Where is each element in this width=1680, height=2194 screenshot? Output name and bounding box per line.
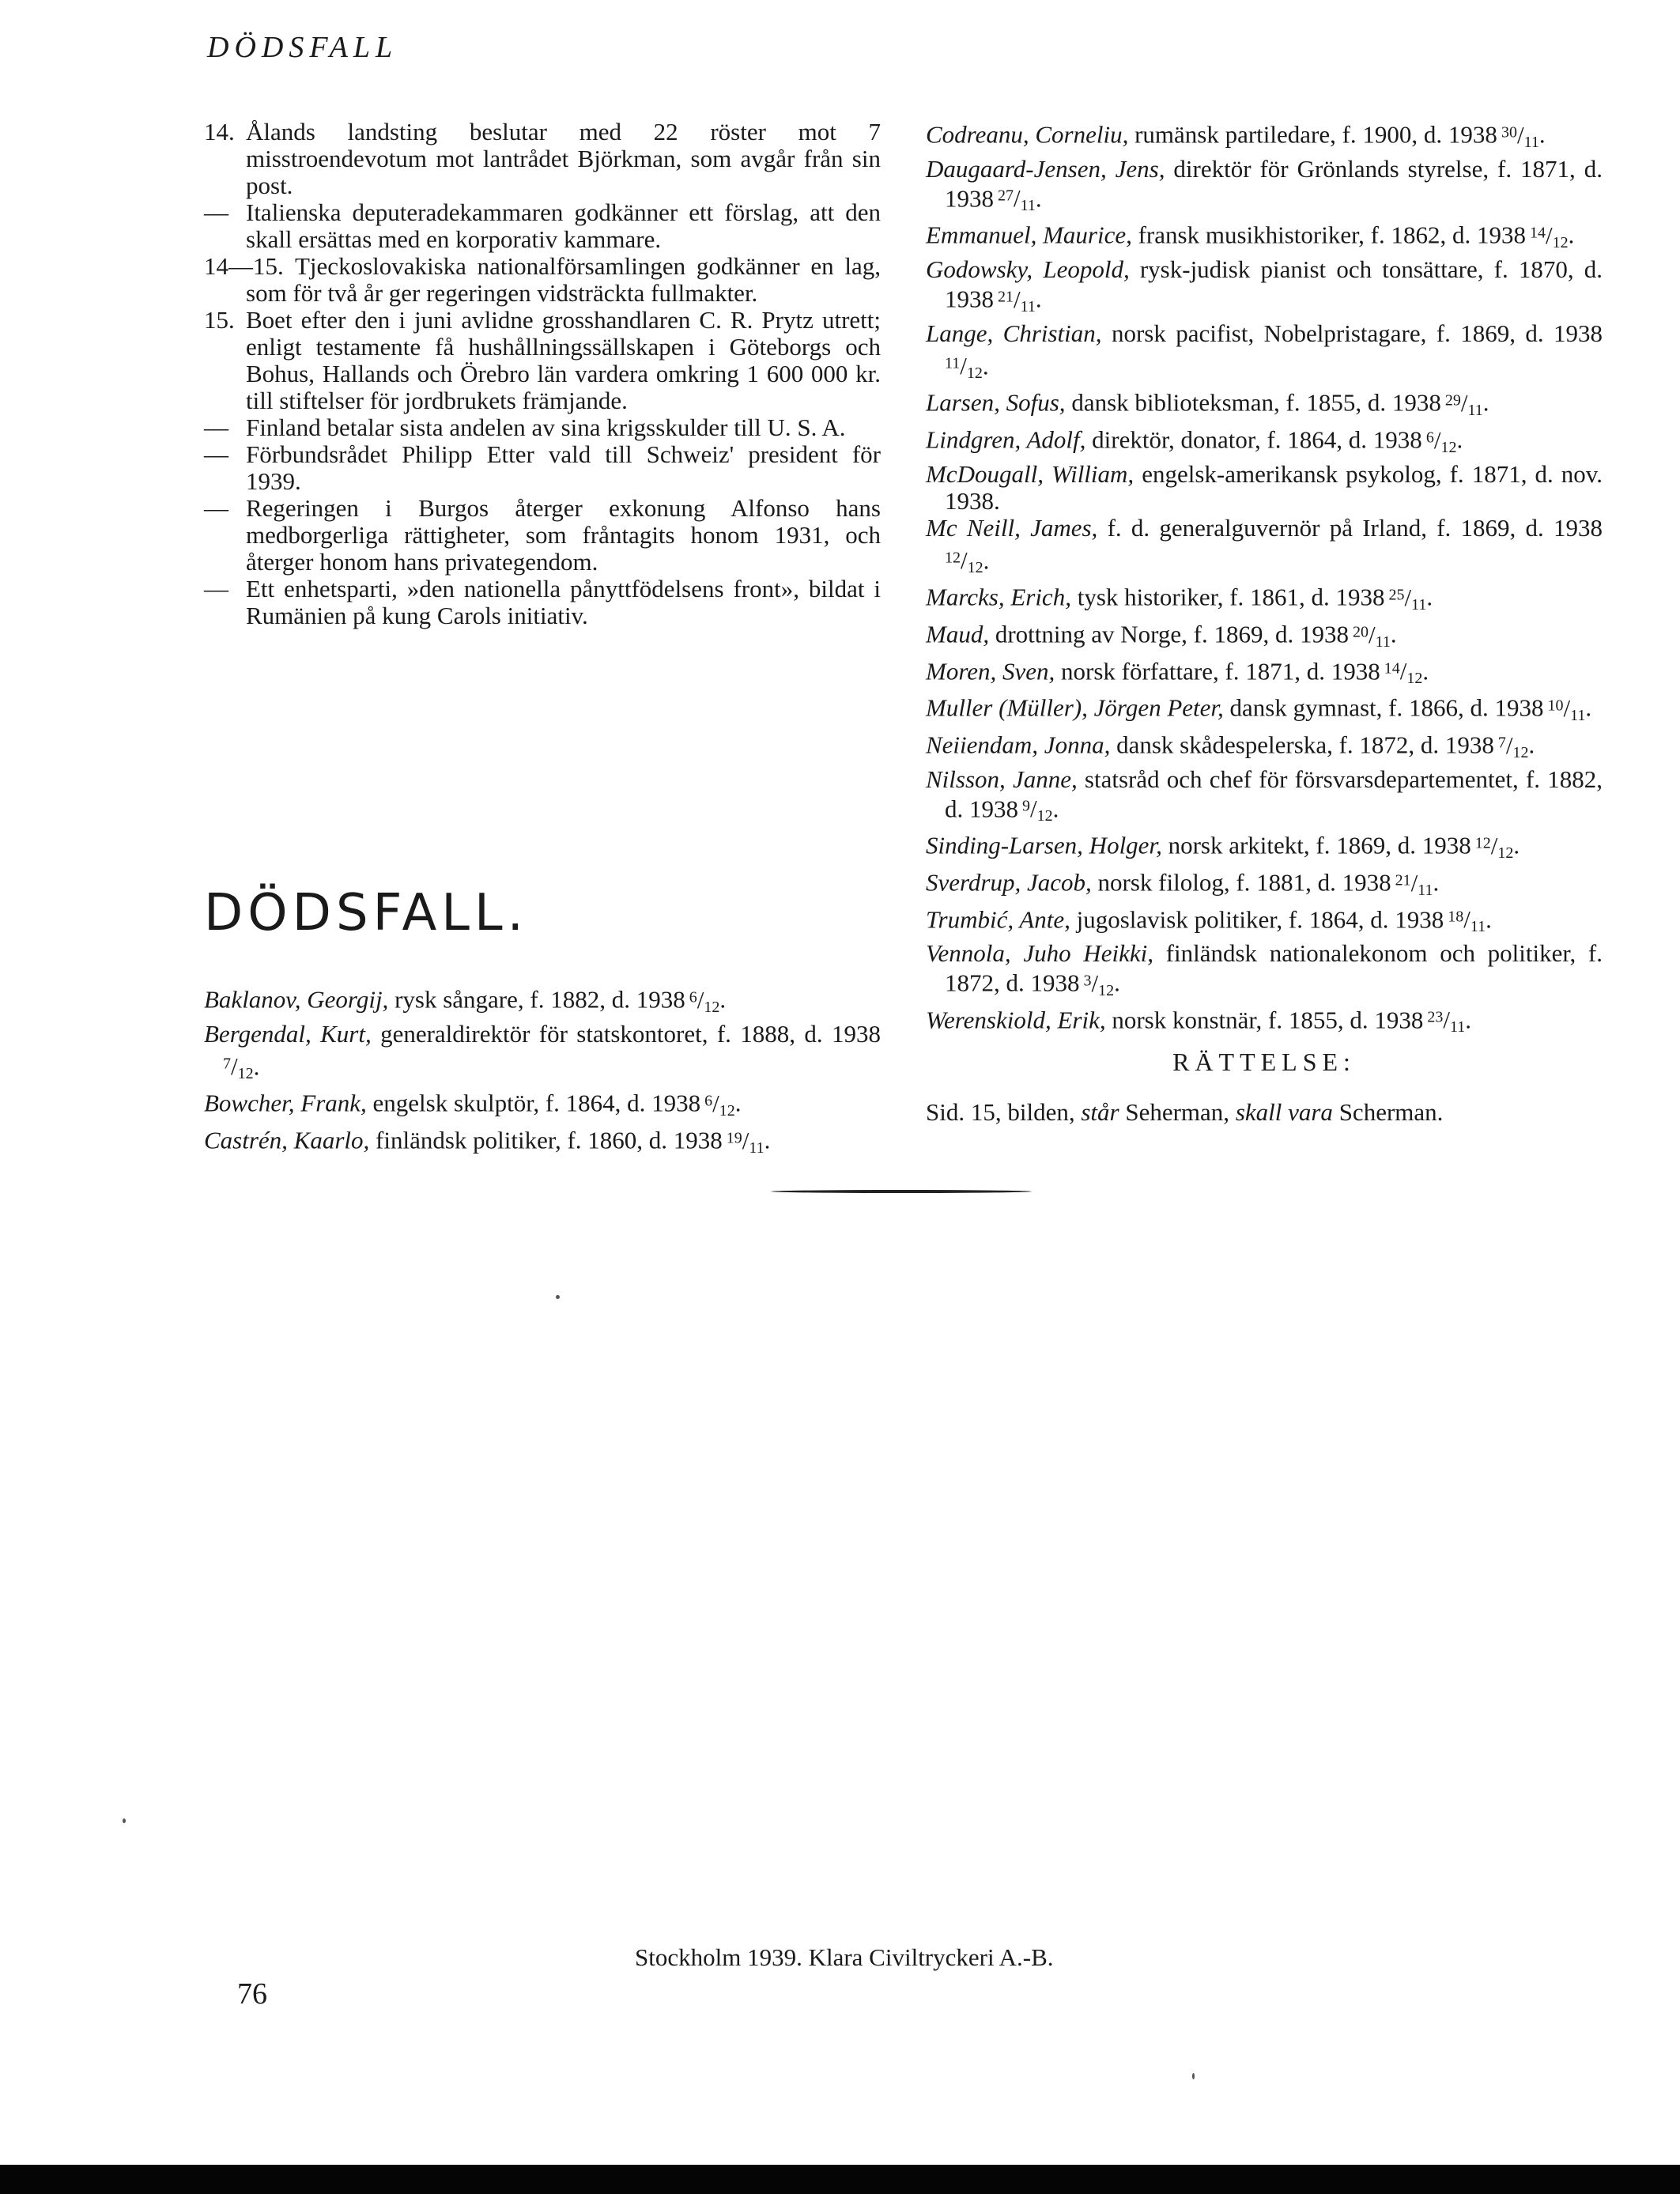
death-date-fraction: $^{18}/_{11}$: [1448, 905, 1486, 936]
obituary-entry: [204, 984, 881, 1021]
entry-text: Finland betalar sista andelen av sina krigsskulder till U. S. A.: [246, 413, 846, 441]
death-date-fraction: $^{23}/_{11}$: [1427, 1006, 1466, 1037]
entry-marker: —: [204, 198, 228, 226]
death-month: 12: [1036, 807, 1053, 825]
entry-end: .: [1456, 425, 1463, 454]
entry-marker: —: [204, 494, 228, 522]
obituary-text: jugoslavisk politiker, f. 1864, d. 1938: [1076, 905, 1444, 934]
entry-marker: —: [204, 440, 228, 468]
death-date-fraction: $^{10}/_{11}$: [1547, 693, 1586, 724]
death-date-fraction: $^9/_{12}$: [1022, 795, 1053, 825]
death-day: 6: [689, 988, 697, 1006]
chronology-entry: [204, 495, 881, 576]
obituary-text: rysk sångare, f. 1882, d. 1938: [395, 985, 685, 1014]
obituary-entry: [204, 1021, 881, 1088]
death-month: 12: [1552, 233, 1569, 251]
death-date-fraction: $^{21}/_{11}$: [1395, 868, 1433, 899]
print-speck: [556, 1295, 560, 1299]
obituary-name: Castrén, Kaarlo,: [204, 1126, 370, 1154]
entry-end: .: [1035, 285, 1042, 313]
death-date-fraction: $^{20}/_{11}$: [1352, 620, 1391, 651]
obituary-entry: [926, 119, 1603, 156]
death-day: 30: [1501, 123, 1517, 141]
death-date-fraction: $^{14}/_{12}$: [1384, 657, 1423, 688]
obituary-entry: [926, 766, 1603, 830]
obituary-name: McDougall, William,: [926, 459, 1134, 488]
entry-end: .: [1482, 388, 1489, 417]
obituary-name: Sinding-Larsen, Holger,: [926, 831, 1162, 859]
death-day: 14: [1530, 224, 1546, 242]
death-month: 11: [1470, 918, 1486, 936]
obituary-text: norsk pacifist, Nobelpristagare, f. 1869, d. 1938: [1111, 319, 1603, 347]
obituary-text: drottning av Norge, f. 1869, d. 1938: [995, 620, 1349, 648]
obituary-text: norsk författare, f. 1871, d. 1938: [1061, 657, 1380, 685]
death-month: 11: [1467, 401, 1483, 419]
print-speck: [1192, 2073, 1195, 2079]
death-date-fraction: $^{30}/_{11}$: [1501, 120, 1539, 151]
obituary-name: Trumbić, Ante,: [926, 905, 1070, 934]
entry-end: .: [1433, 868, 1440, 897]
correction-part-italic: står: [1081, 1098, 1119, 1126]
entry-end: .: [253, 1052, 260, 1081]
death-month: 12: [966, 364, 983, 383]
obituary-text: direktör, donator, f. 1864, d. 1938: [1092, 425, 1422, 454]
chronology-entry: [204, 414, 881, 441]
obituary-entry: [926, 461, 1603, 515]
chronology-entry: [204, 253, 881, 307]
obituary-name: Moren, Sven,: [926, 657, 1055, 685]
death-date-fraction: $^7/_{12}$: [223, 1052, 254, 1083]
death-month: 11: [1020, 197, 1036, 215]
death-day: 12: [1474, 834, 1491, 852]
death-day: 27: [998, 187, 1014, 205]
death-day: 21: [1395, 870, 1411, 889]
death-date-fraction: $^6/_{12}$: [704, 1089, 735, 1120]
death-date-fraction: $^6/_{12}$: [1425, 425, 1457, 456]
death-day: 7: [1497, 733, 1506, 751]
death-day: 18: [1448, 908, 1464, 926]
section-divider-rule: [771, 1190, 1032, 1193]
entry-marker: 14—15.: [204, 252, 284, 280]
scan-edge-band: [0, 2165, 1680, 2194]
death-month: 12: [967, 559, 983, 577]
obituary-entry: [926, 655, 1603, 693]
chronology-entry: [204, 119, 881, 199]
entry-end: .: [734, 1089, 742, 1117]
obituary-name: Vennola, Juho Heikki,: [926, 939, 1153, 968]
death-date-fraction: $^7/_{12}$: [1497, 731, 1529, 761]
obituary-text: engelsk-amerikansk psykolog, f. 1871, d. nov. 1938.: [945, 459, 1603, 515]
death-day: 14: [1384, 659, 1400, 678]
correction-part-italic: skall vara: [1235, 1098, 1333, 1126]
death-month: 11: [1523, 133, 1539, 151]
death-date-fraction: $^{12}/_{12}$: [945, 546, 983, 577]
entry-end: .: [1486, 905, 1492, 934]
obituary-entry: [926, 256, 1603, 320]
death-month: 12: [1512, 743, 1529, 761]
obituary-text: f. d. generalguvernör på Irland, f. 1869, d. 1938: [1107, 513, 1603, 542]
obituary-name: Neiiendam, Jonna,: [926, 731, 1111, 759]
obituary-list-right: [926, 119, 1603, 1040]
obituary-entry: [926, 515, 1603, 582]
death-day: 9: [1022, 797, 1030, 815]
entry-marker: 14.: [204, 118, 235, 145]
death-day: 7: [223, 1055, 231, 1073]
obituary-name: Bowcher, Frank,: [204, 1089, 367, 1117]
chronology-entry: [204, 441, 881, 495]
death-date-fraction: $^{14}/_{12}$: [1530, 221, 1569, 251]
obituary-text: dansk skådespelerska, f. 1872, d. 1938: [1116, 731, 1494, 759]
obituary-name: Godowsky, Leopold,: [926, 255, 1130, 283]
entry-end: .: [1513, 831, 1520, 859]
death-day: 29: [1444, 391, 1461, 410]
obituary-name: Emmanuel, Maurice,: [926, 221, 1132, 249]
obituary-text: generaldirektör för statskontoret, f. 1888, d. 1938: [380, 1019, 881, 1048]
obituary-entry: [926, 581, 1603, 618]
obituary-name: Mc Neill, James,: [926, 513, 1098, 542]
death-month: 12: [719, 1101, 735, 1120]
death-month: 12: [237, 1065, 254, 1083]
death-date-fraction: $^{25}/_{11}$: [1388, 583, 1427, 614]
death-month: 11: [1411, 595, 1427, 614]
entry-end: .: [1528, 731, 1535, 759]
death-date-fraction: $^3/_{12}$: [1083, 969, 1115, 999]
death-date-fraction: $^{12}/_{12}$: [1474, 831, 1514, 862]
death-month: 12: [1098, 981, 1115, 999]
obituary-text: fransk musikhistoriker, f. 1862, d. 1938: [1138, 221, 1527, 249]
obituary-entry: [926, 729, 1603, 766]
death-date-fraction: $^{19}/_{11}$: [726, 1126, 764, 1157]
obituary-entry: [926, 867, 1603, 904]
obituary-name: Werenskiold, Erik,: [926, 1006, 1106, 1034]
obituary-entry: [926, 219, 1603, 256]
correction-part: Scherman.: [1338, 1098, 1444, 1126]
death-day: 10: [1547, 697, 1564, 715]
obituary-text: statsråd och chef för försvarsdepartementet, f. 1882, d. 1938: [945, 765, 1603, 823]
correction-heading: RÄTTELSE:: [1172, 1048, 1356, 1076]
entry-end: .: [1585, 693, 1592, 722]
obituary-entry: [926, 387, 1603, 424]
obituary-name: Marcks, Erich,: [926, 583, 1071, 611]
death-day: 25: [1388, 586, 1405, 604]
death-month: 11: [749, 1139, 764, 1157]
death-month: 12: [1497, 844, 1514, 862]
obituary-text: tysk historiker, f. 1861, d. 1938: [1077, 583, 1385, 611]
obituary-text: rysk-judisk pianist och tonsättare, f. 1870, d. 1938: [945, 255, 1603, 313]
death-month: 12: [704, 998, 720, 1016]
death-month: 12: [1440, 438, 1457, 456]
entry-end: .: [1538, 120, 1546, 149]
obituary-entry: [926, 156, 1603, 220]
correction-part: Seherman,: [1125, 1098, 1230, 1126]
entry-text: Ålands landsting beslutar med 22 röster mot 7 misstroendevotum mot lantrådet Björkman, som avgår från sin post.: [246, 118, 881, 199]
death-month: 11: [1449, 1018, 1466, 1037]
entry-text: Boet efter den i juni avlidne grosshandlaren C. R. Prytz utrett; enligt testamente få hushållningssällskapen i Göteborgs och Bohus, Hallands och Örebro län vardera omkring 1 600 000 kr. till stiftelser för jordbrukets främjande.: [246, 306, 881, 414]
printer-imprint: Stockholm 1939. Klara Civiltryckeri A.-B.: [635, 1943, 1054, 1971]
entry-marker: —: [204, 413, 228, 441]
obituary-entry: [926, 692, 1603, 729]
obituary-entry: [926, 1004, 1603, 1041]
section-title: DÖDSFALL.: [204, 884, 528, 942]
obituary-entry: [204, 1124, 881, 1161]
obituary-text: norsk konstnär, f. 1855, d. 1938: [1112, 1006, 1424, 1034]
obituary-text: finländsk nationalekonom och politiker, f. 1872, d. 1938: [945, 939, 1603, 997]
obituary-name: Bergendal, Kurt,: [204, 1019, 372, 1048]
obituary-entry: [926, 940, 1603, 1004]
obituary-name: Lindgren, Adolf,: [926, 425, 1086, 454]
obituary-text: rumänsk partiledare, f. 1900, d. 1938: [1134, 120, 1497, 149]
death-day: 11: [945, 354, 961, 372]
death-day: 19: [726, 1128, 742, 1146]
death-day: 12: [945, 549, 961, 567]
entry-end: .: [764, 1126, 771, 1154]
chronology-entry: [204, 199, 881, 253]
entry-text: Ett enhetsparti, »den nationella pånyttfödelsens front», bildat i Rumänien på kung Carols initiativ.: [246, 575, 881, 629]
entry-text: Regeringen i Burgos återger exkonung Alfonso hans medborgerliga rättigheter, som fråntagits honom 1931, och återger honom hans privategendom.: [246, 494, 881, 576]
obituary-name: Maud,: [926, 620, 990, 648]
death-month: 12: [1406, 670, 1423, 688]
death-month: 11: [1570, 706, 1586, 724]
obituary-list-left: [204, 984, 881, 1161]
obituary-entry: [204, 1087, 881, 1124]
obituary-text: norsk arkitekt, f. 1869, d. 1938: [1168, 831, 1471, 859]
entry-end: .: [1426, 583, 1433, 611]
entry-end: .: [1035, 184, 1042, 213]
obituary-name: Larsen, Sofus,: [926, 388, 1066, 417]
entry-end: .: [1114, 969, 1120, 997]
death-day: 20: [1352, 622, 1369, 640]
death-month: 11: [1375, 633, 1391, 651]
death-day: 6: [1425, 428, 1434, 446]
entry-end: .: [1568, 221, 1575, 249]
death-date-fraction: $^{21}/_{11}$: [998, 285, 1036, 315]
entry-text: Förbundsrådet Philipp Etter vald till Schweiz' president för 1939.: [246, 440, 881, 495]
death-day: 3: [1083, 972, 1092, 990]
death-date-fraction: $^{29}/_{11}$: [1444, 388, 1483, 419]
page-number: 76: [237, 1977, 267, 2011]
chronology-entry: [204, 307, 881, 414]
entry-end: .: [1465, 1006, 1471, 1034]
obituary-name: Muller (Müller), Jörgen Peter,: [926, 693, 1224, 722]
death-day: 23: [1427, 1008, 1444, 1026]
obituary-entry: [926, 320, 1603, 387]
obituary-text: direktör för Grönlands styrelse, f. 1871, d. 1938: [945, 154, 1603, 213]
chronology-entry: [204, 576, 881, 629]
obituary-text: norsk filolog, f. 1881, d. 1938: [1097, 868, 1391, 897]
death-date-fraction: $^{11}/_{12}$: [945, 352, 983, 383]
obituary-name: Sverdrup, Jacob,: [926, 868, 1092, 897]
entry-end: .: [983, 546, 990, 575]
correction-part: Sid. 15, bilden,: [926, 1098, 1075, 1126]
obituary-name: Baklanov, Georgij,: [204, 985, 389, 1014]
obituary-name: Nilsson, Janne,: [926, 765, 1078, 793]
obituary-text: engelsk skulptör, f. 1864, d. 1938: [372, 1089, 701, 1117]
death-day: 21: [998, 287, 1014, 305]
death-day: 6: [704, 1092, 713, 1110]
death-month: 11: [1020, 297, 1036, 315]
obituary-name: Daugaard-Jensen, Jens,: [926, 154, 1165, 183]
entry-end: .: [719, 985, 727, 1014]
entry-marker: 15.: [204, 306, 235, 334]
entry-end: .: [1422, 657, 1429, 685]
obituary-text: finländsk politiker, f. 1860, d. 1938: [376, 1126, 723, 1154]
obituary-name: Lange, Christian,: [926, 319, 1102, 347]
obituary-text: dansk biblioteksman, f. 1855, d. 1938: [1071, 388, 1441, 417]
entry-end: .: [982, 352, 989, 380]
obituary-entry: [926, 618, 1603, 655]
entry-end: .: [1390, 620, 1397, 648]
death-date-fraction: $^6/_{12}$: [689, 985, 720, 1016]
chronology-list: [204, 119, 881, 629]
print-speck: [123, 1818, 126, 1823]
death-month: 11: [1418, 881, 1433, 899]
obituary-entry: [926, 424, 1603, 461]
entry-marker: —: [204, 575, 228, 602]
correction-text: [926, 1099, 1603, 1126]
obituary-entry: [926, 829, 1603, 867]
obituary-text: dansk gymnast, f. 1866, d. 1938: [1229, 693, 1544, 722]
entry-text: Italienska deputeradekammaren godkänner ett förslag, att den skall ersättas med en korporativ kammare.: [246, 198, 881, 253]
obituary-name: Codreanu, Corneliu,: [926, 120, 1129, 149]
entry-end: .: [1052, 795, 1059, 823]
obituary-entry: [926, 904, 1603, 941]
entry-text: Tjeckoslovakiska nationalförsamlingen godkänner en lag, som för två år ger regeringen vidsträckta fullmakter.: [246, 252, 881, 307]
death-date-fraction: $^{27}/_{11}$: [998, 184, 1036, 215]
running-head: DÖDSFALL: [207, 31, 398, 64]
